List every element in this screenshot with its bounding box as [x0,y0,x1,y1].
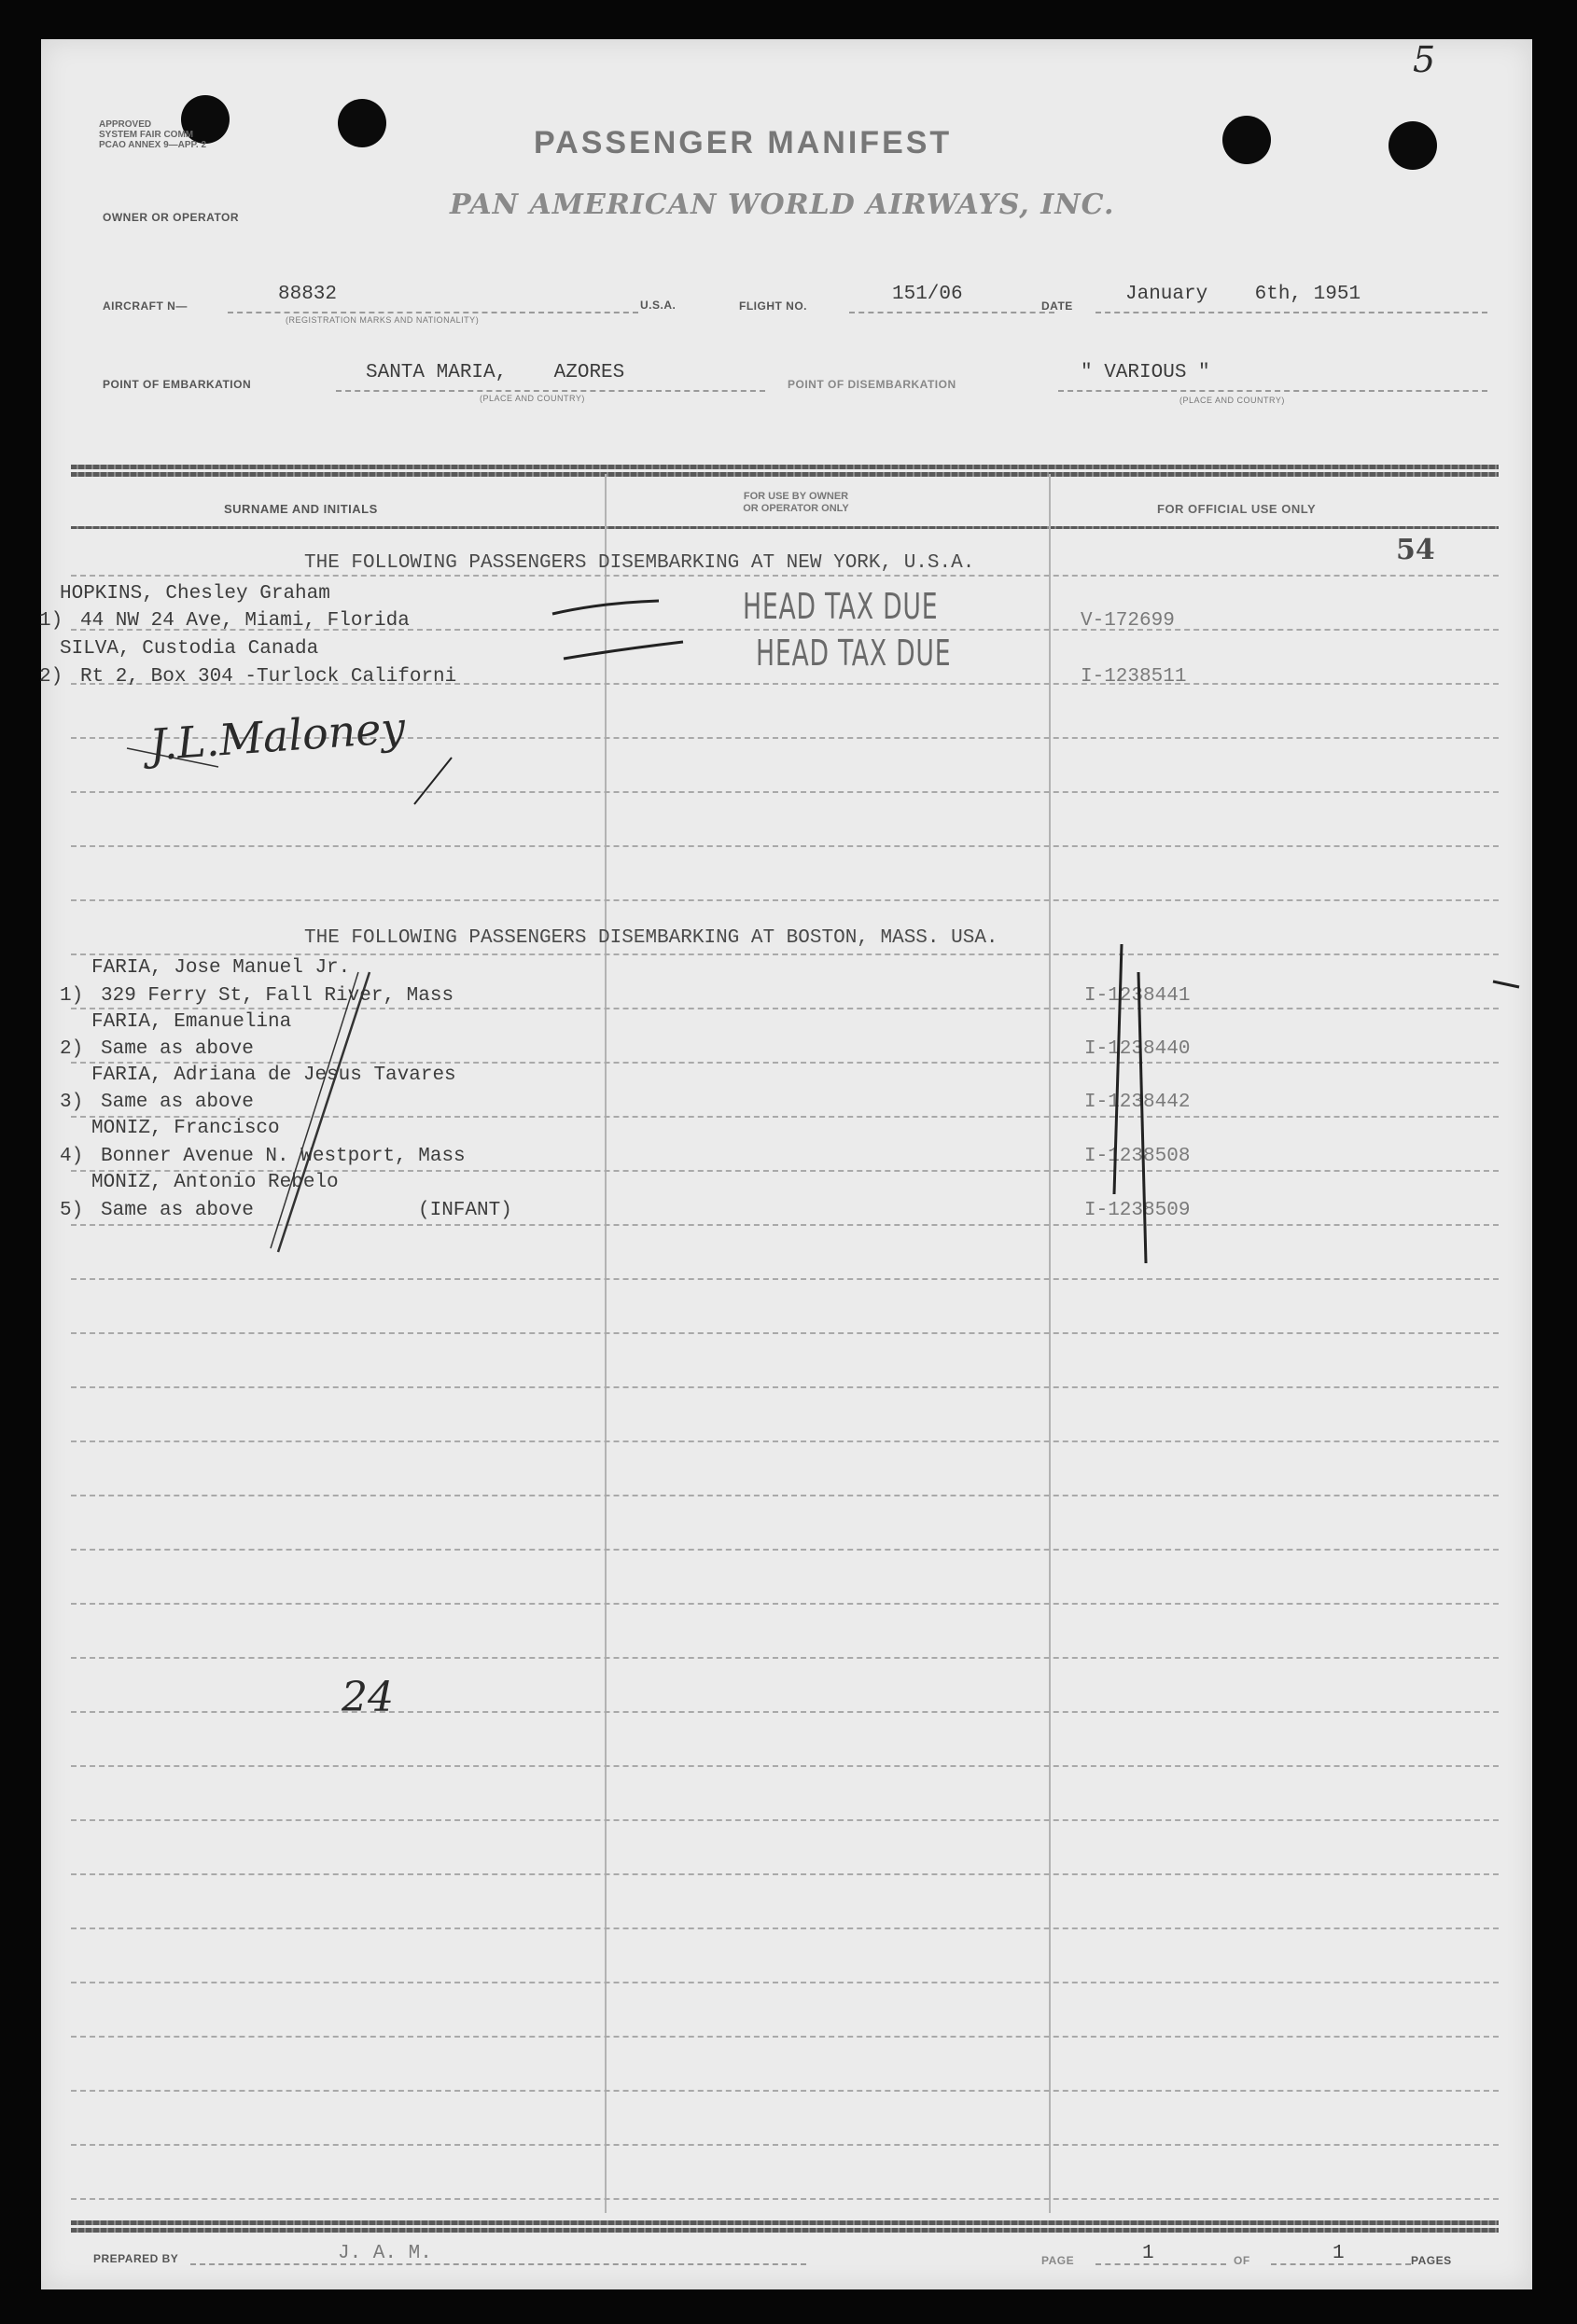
passenger-document: I-1238440 [1084,1038,1191,1060]
aircraft-value: 88832 [278,284,338,305]
passenger-number: 1) [60,985,84,1007]
passenger-name: MONIZ, Francisco [91,1118,280,1139]
page-number: 54 [1396,534,1435,566]
head-tax-stamp: HEAD TAX DUE [756,633,952,674]
passenger-number: 1) [39,610,63,632]
passenger-number: 2) [60,1038,84,1060]
usa-label: U.S.A. [640,299,677,312]
date-label: DATE [1041,299,1073,313]
page-value: 1 [1142,2243,1154,2264]
passenger-name: FARIA, Adriana de Jesus Tavares [91,1065,456,1086]
col-operator-header: FOR USE BY OWNER OR OPERATOR ONLY [743,491,849,514]
passenger-address: Same as above [101,1038,254,1060]
pen-marks [41,39,1532,2289]
passenger-document: I-1238442 [1084,1092,1191,1113]
approval-note: APPROVED SYSTEM FAIR COMM PCAO ANNEX 9—APP. 2 [99,119,207,150]
prepared-value: J. A. M. [338,2243,432,2264]
place-note: (PLACE AND COUNTRY) [480,394,585,403]
passenger-number: 5) [60,1200,84,1221]
col-surname-header: SURNAME AND INITIALS [224,502,378,516]
aircraft-label: AIRCRAFT N— [103,299,188,313]
page-label: PAGE [1041,2254,1075,2267]
passenger-name: FARIA, Emanuelina [91,1011,292,1033]
flight-label: FLIGHT NO. [739,299,807,313]
place-note-2: (PLACE AND COUNTRY) [1179,396,1285,405]
passenger-number: 2) [39,666,63,688]
passenger-document: I-1238511 [1081,666,1187,688]
passenger-document: V-172699 [1081,610,1175,632]
passenger-name: MONIZ, Antonio Rebelo [91,1172,339,1193]
disembark-label: POINT OF DISEMBARKATION [788,378,956,391]
passenger-address: 44 NW 24 Ave, Miami, Florida [80,610,410,632]
col-official-header: FOR OFFICIAL USE ONLY [1157,502,1317,516]
manifest-page [41,39,1532,2289]
of-label: OF [1234,2254,1250,2267]
disembark-value: " VARIOUS " [1081,362,1210,383]
of-value: 1 [1333,2243,1345,2264]
passenger-name: FARIA, Jose Manuel Jr. [91,957,351,979]
page-title: PASSENGER MANIFEST [534,125,953,160]
passenger-note: (INFANT) [418,1200,512,1221]
head-tax-stamp: HEAD TAX DUE [743,586,939,627]
owner-label: OWNER OR OPERATOR [103,211,240,224]
passenger-document: I-1238441 [1084,985,1191,1007]
date-value: January 6th, 1951 [1125,284,1361,305]
section-heading-new-york: THE FOLLOWING PASSENGERS DISEMBARKING AT NEW YORK, U.S.A. [304,552,975,574]
embark-label: POINT OF EMBARKATION [103,378,252,391]
passenger-name: SILVA, Custodia Canada [60,638,319,660]
passenger-address: Bonner Avenue N. Westport, Mass [101,1146,466,1167]
signature: J.L.Maloney [147,702,407,771]
passenger-address: Same as above [101,1092,254,1113]
passenger-address: Same as above [101,1200,254,1221]
passenger-number: 3) [60,1092,84,1113]
corner-mark: 5 [1413,39,1436,80]
pages-label: PAGES [1411,2254,1452,2267]
handwritten-count: 24 [342,1674,394,1721]
passenger-address: Rt 2, Box 304 -Turlock Californi [80,666,457,688]
section-heading-boston: THE FOLLOWING PASSENGERS DISEMBARKING AT BOSTON, MASS. USA. [304,927,998,949]
passenger-document: I-1238509 [1084,1200,1191,1221]
passenger-name: HOPKINS, Chesley Graham [60,583,330,605]
registration-note: (REGISTRATION MARKS AND NATIONALITY) [286,315,480,325]
prepared-label: PREPARED BY [93,2252,179,2265]
flight-value: 151/06 [892,284,963,305]
passenger-document: I-1238508 [1084,1146,1191,1167]
embark-value: SANTA MARIA, AZORES [366,362,625,383]
passenger-number: 4) [60,1146,84,1167]
company-name: PAN AMERICAN WORLD AIRWAYS, INC. [450,188,1115,221]
passenger-address: 329 Ferry St, Fall River, Mass [101,985,454,1007]
